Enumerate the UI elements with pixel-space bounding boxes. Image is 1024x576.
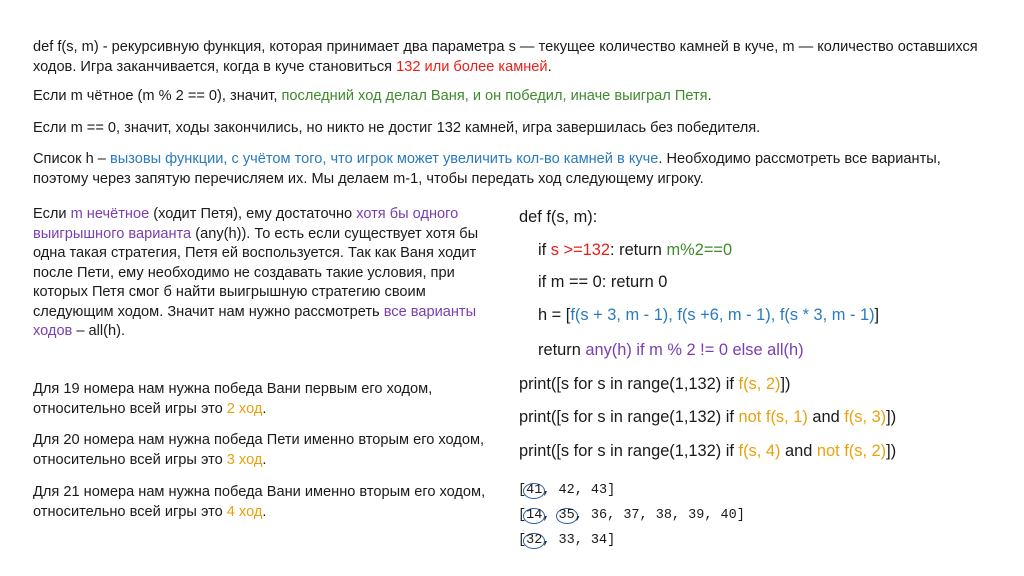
bracket: [: [518, 533, 527, 548]
code-text: and: [780, 442, 817, 460]
text: Для 19 номера нам нужна победа Вани первым его ходом, относительно всей игры это: [33, 381, 433, 417]
highlight-calls: вызовы функции, с учётом того, что игрок может увеличить кол-во камней в куче: [109, 151, 659, 167]
output-row-20: [518, 508, 745, 524]
bracket: [: [518, 483, 527, 498]
intro-text: Если m == 0, значит, ходы закончились, но никто не достиг 132 камней, игра завершилась без победителя.: [33, 120, 761, 136]
highlight-move-3: 3 ход: [226, 451, 263, 468]
code-line-return: [538, 340, 804, 360]
code-call: f(s, 4): [738, 442, 781, 460]
text: Для 20 номера нам нужна победа Пети именно вторым его ходом, относительно всей игры это: [33, 432, 485, 468]
highlight-move-4: 4 ход: [226, 503, 263, 520]
code-text: if m == 0: return 0: [538, 273, 668, 291]
answer-circle: 14: [523, 508, 545, 524]
code-call: f(s, 3): [844, 408, 887, 426]
punct: .: [262, 451, 267, 468]
intro-text: . Необходимо рассмотреть все варианты, поэтому через запятую перечисляем их. Мы делаем m-1, чтобы передать ход следующему игроку.: [33, 151, 941, 187]
code-line-print-20: [519, 407, 896, 427]
code-line-base-case: [538, 240, 732, 260]
intro-paragraph-zero: [33, 118, 993, 138]
intro-text: Если m чётное (m % 2 == 0), значит,: [33, 88, 282, 104]
text: (ходит Петя), ему достаточно: [149, 206, 357, 222]
intro-text: def f(s, m) - рекурсивную функция, которая принимает два параметра s — текущее количество камней в куче, m — количество оставшихся ходов. Игра заканчивается, когда в куче становиться: [33, 39, 978, 75]
task-21-note: [33, 483, 498, 522]
punct: .: [262, 503, 267, 520]
code-call: not f(s, 2): [816, 442, 887, 460]
intro-paragraph-function: [33, 37, 993, 77]
output-rest: , 42, 43]: [542, 483, 616, 498]
output-row-19: [518, 483, 615, 499]
code-text: ]: [874, 306, 880, 324]
code-result: m%2==0: [666, 241, 733, 259]
code-text: ]): [886, 442, 897, 460]
intro-paragraph-list: [33, 149, 993, 189]
highlight-132: 132 или более камней: [396, 59, 548, 75]
task-20-note: [33, 431, 498, 470]
highlight-all: все варианты ходов: [33, 303, 477, 339]
code-text: def f(s, m):: [519, 208, 598, 226]
code-text: print([s for s in range(1,132) if: [519, 375, 739, 393]
text: (any(h)). То есть если существует хотя бы одна такая стратегия, Петя ей воспользуется. Так как Ваня ходит после Пети, ему необходимо не создавать такие условия, при которых Петя смог б найти выигрышную стратегию своим следующим ходом. Значит нам нужно рассмотреть: [33, 225, 479, 320]
code-line-h: [538, 305, 879, 325]
code-call: f(s, 2): [738, 375, 781, 393]
punct: .: [262, 400, 267, 417]
punct: .: [707, 88, 712, 104]
highlight-any: хотя бы одного выигрышного варианта: [33, 206, 459, 242]
code-line-print-19: [519, 374, 790, 394]
punct: .: [547, 59, 552, 75]
separator: ,: [542, 508, 559, 523]
highlight-m-odd: m нечётное: [70, 206, 150, 222]
code-text: ]): [780, 375, 791, 393]
answer-circle: 41: [523, 483, 545, 499]
code-line-zero: [538, 272, 667, 292]
code-text: print([s for s in range(1,132) if: [519, 442, 739, 460]
code-line-def: [519, 207, 597, 227]
answer-circle: 35: [556, 508, 578, 524]
text: – all(h).: [72, 323, 126, 339]
text: Для 21 номера нам нужна победа Вани именно вторым его ходом, относительно всей игры это: [33, 484, 486, 520]
output-rest: , 36, 37, 38, 39, 40]: [574, 508, 745, 523]
code-text: if: [538, 241, 551, 259]
code-line-print-21: [519, 441, 896, 461]
intro-paragraph-even: [33, 86, 993, 106]
highlight-vanya-won: последний ход делал Ваня, и он победил, иначе выиграл Петя: [281, 88, 708, 104]
code-text: and: [807, 408, 845, 426]
code-text: print([s for s in range(1,132) if: [519, 408, 739, 426]
code-call: not f(s, 1): [738, 408, 808, 426]
answer-circle: 32: [523, 533, 545, 549]
code-text: : return: [610, 241, 667, 259]
code-calls: f(s + 3, m - 1), f(s +6, m - 1), f(s * 3, m - 1): [570, 306, 875, 324]
text: Если: [33, 206, 71, 222]
explanation-odd: [33, 205, 498, 342]
code-cond: s >=132: [550, 241, 610, 259]
intro-text: Список h –: [33, 151, 110, 167]
code-text: h = [: [538, 306, 571, 324]
code-text: return: [538, 341, 586, 359]
highlight-move-2: 2 ход: [226, 400, 263, 417]
output-row-21: [518, 533, 615, 549]
code-text: ]): [886, 408, 897, 426]
code-any-all: any(h) if m % 2 != 0 else all(h): [585, 341, 804, 359]
task-19-note: [33, 380, 498, 419]
bracket: [: [518, 508, 527, 523]
output-rest: , 33, 34]: [542, 533, 616, 548]
